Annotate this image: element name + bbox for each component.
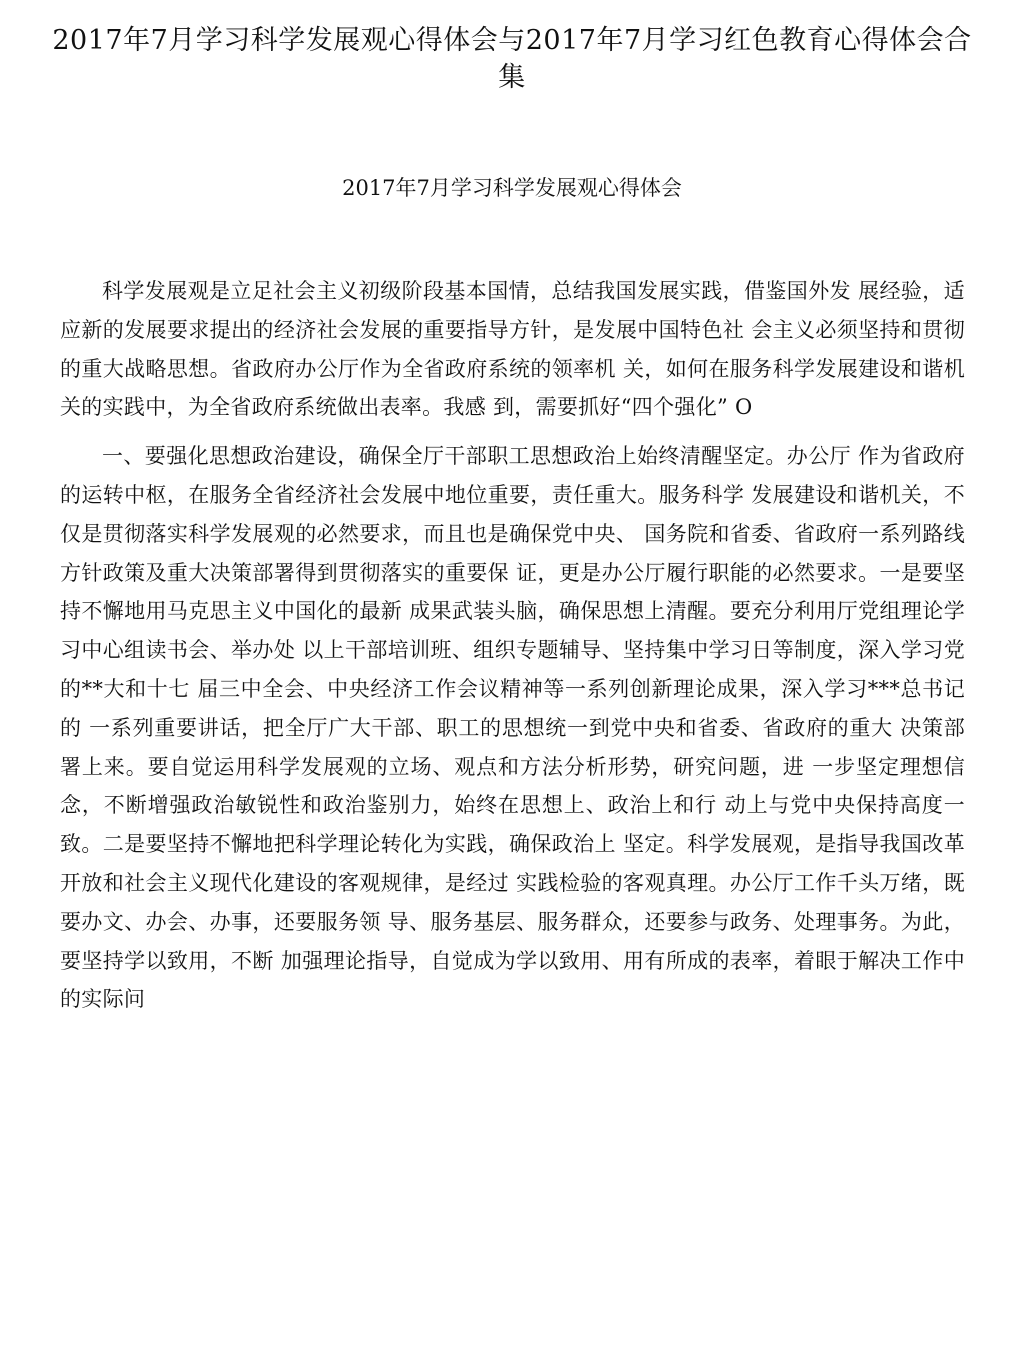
paragraph-section-one: 一、要强化思想政治建设，确保全厅干部职工思想政治上始终清醒坚定。办公厅 作为省政府的运转中枢，在服务全省经济社会发展中地位重要，责任重大。服务科学 发展建设和谐机关，不仅是贯彻落实科学发展观的必然要求，而且也是确保党中央、 国务院和省委、省政府一系列路线方针政策及重大决策部署得到贯彻落实的重要保 证，更是办公厅履行职能的必然要求。一是要坚持不懈地用马克思主义中国化的最新 成果武装头脑，确保思想上清醒。要充分利用厅党组理论学习中心组读书会、举办处 以上干部培训班、组织专题辅导、坚持集中学习日等制度，深入学习党的**大和十七 届三中全会、中央经济工作会议精神等一系列创新理论成果，深入学习***总书记的 一系列重要讲话，把全厅广大干部、职工的思想统一到党中央和省委、省政府的重大 决策部署上来。要自觉运用科学发展观的立场、观点和方法分析形势，研究问题，进 一步坚定理想信念，不断增强政治敏锐性和政治鉴别力，始终在思想上、政治上和行 动上与党中央保持高度一致。二是要坚持不懈地把科学理论转化为实践，确保政治上 坚定。科学发展观，是指导我国改革开放和社会主义现代化建设的客观规律，是经过 实践检验的客观真理。办公厅工作千头万绪，既要办文、办会、办事，还要服务领 导、服务基层、服务群众，还要参与政务、处理事务。为此，要坚持学以致用，不断 加强理论指导，自觉成为学以致用、用有所成的表率，着眼于解决工作中的实际问 (60, 444, 965, 1012)
document-body (60, 272, 965, 1029)
document-title: 2017年7月学习科学发展观心得体会与2017年7月学习红色教育心得体会合集 (52, 25, 972, 93)
section-title: 2017年7月学习科学发展观心得体会 (342, 176, 682, 200)
paragraph-intro: 科学发展观是立足社会主义初级阶段基本国情，总结我国发展实践，借鉴国外发 展经验，适应新的发展要求提出的经济社会发展的重要指导方针，是发展中国特色社 会主义必须坚持和贯彻的重大战略思想。省政府办公厅作为全省政府系统的领率机 关，如何在服务科学发展建设和谐机关的实践中，为全省政府系统做出表率。我感 到，需要抓好“四个强化” O (60, 279, 965, 420)
